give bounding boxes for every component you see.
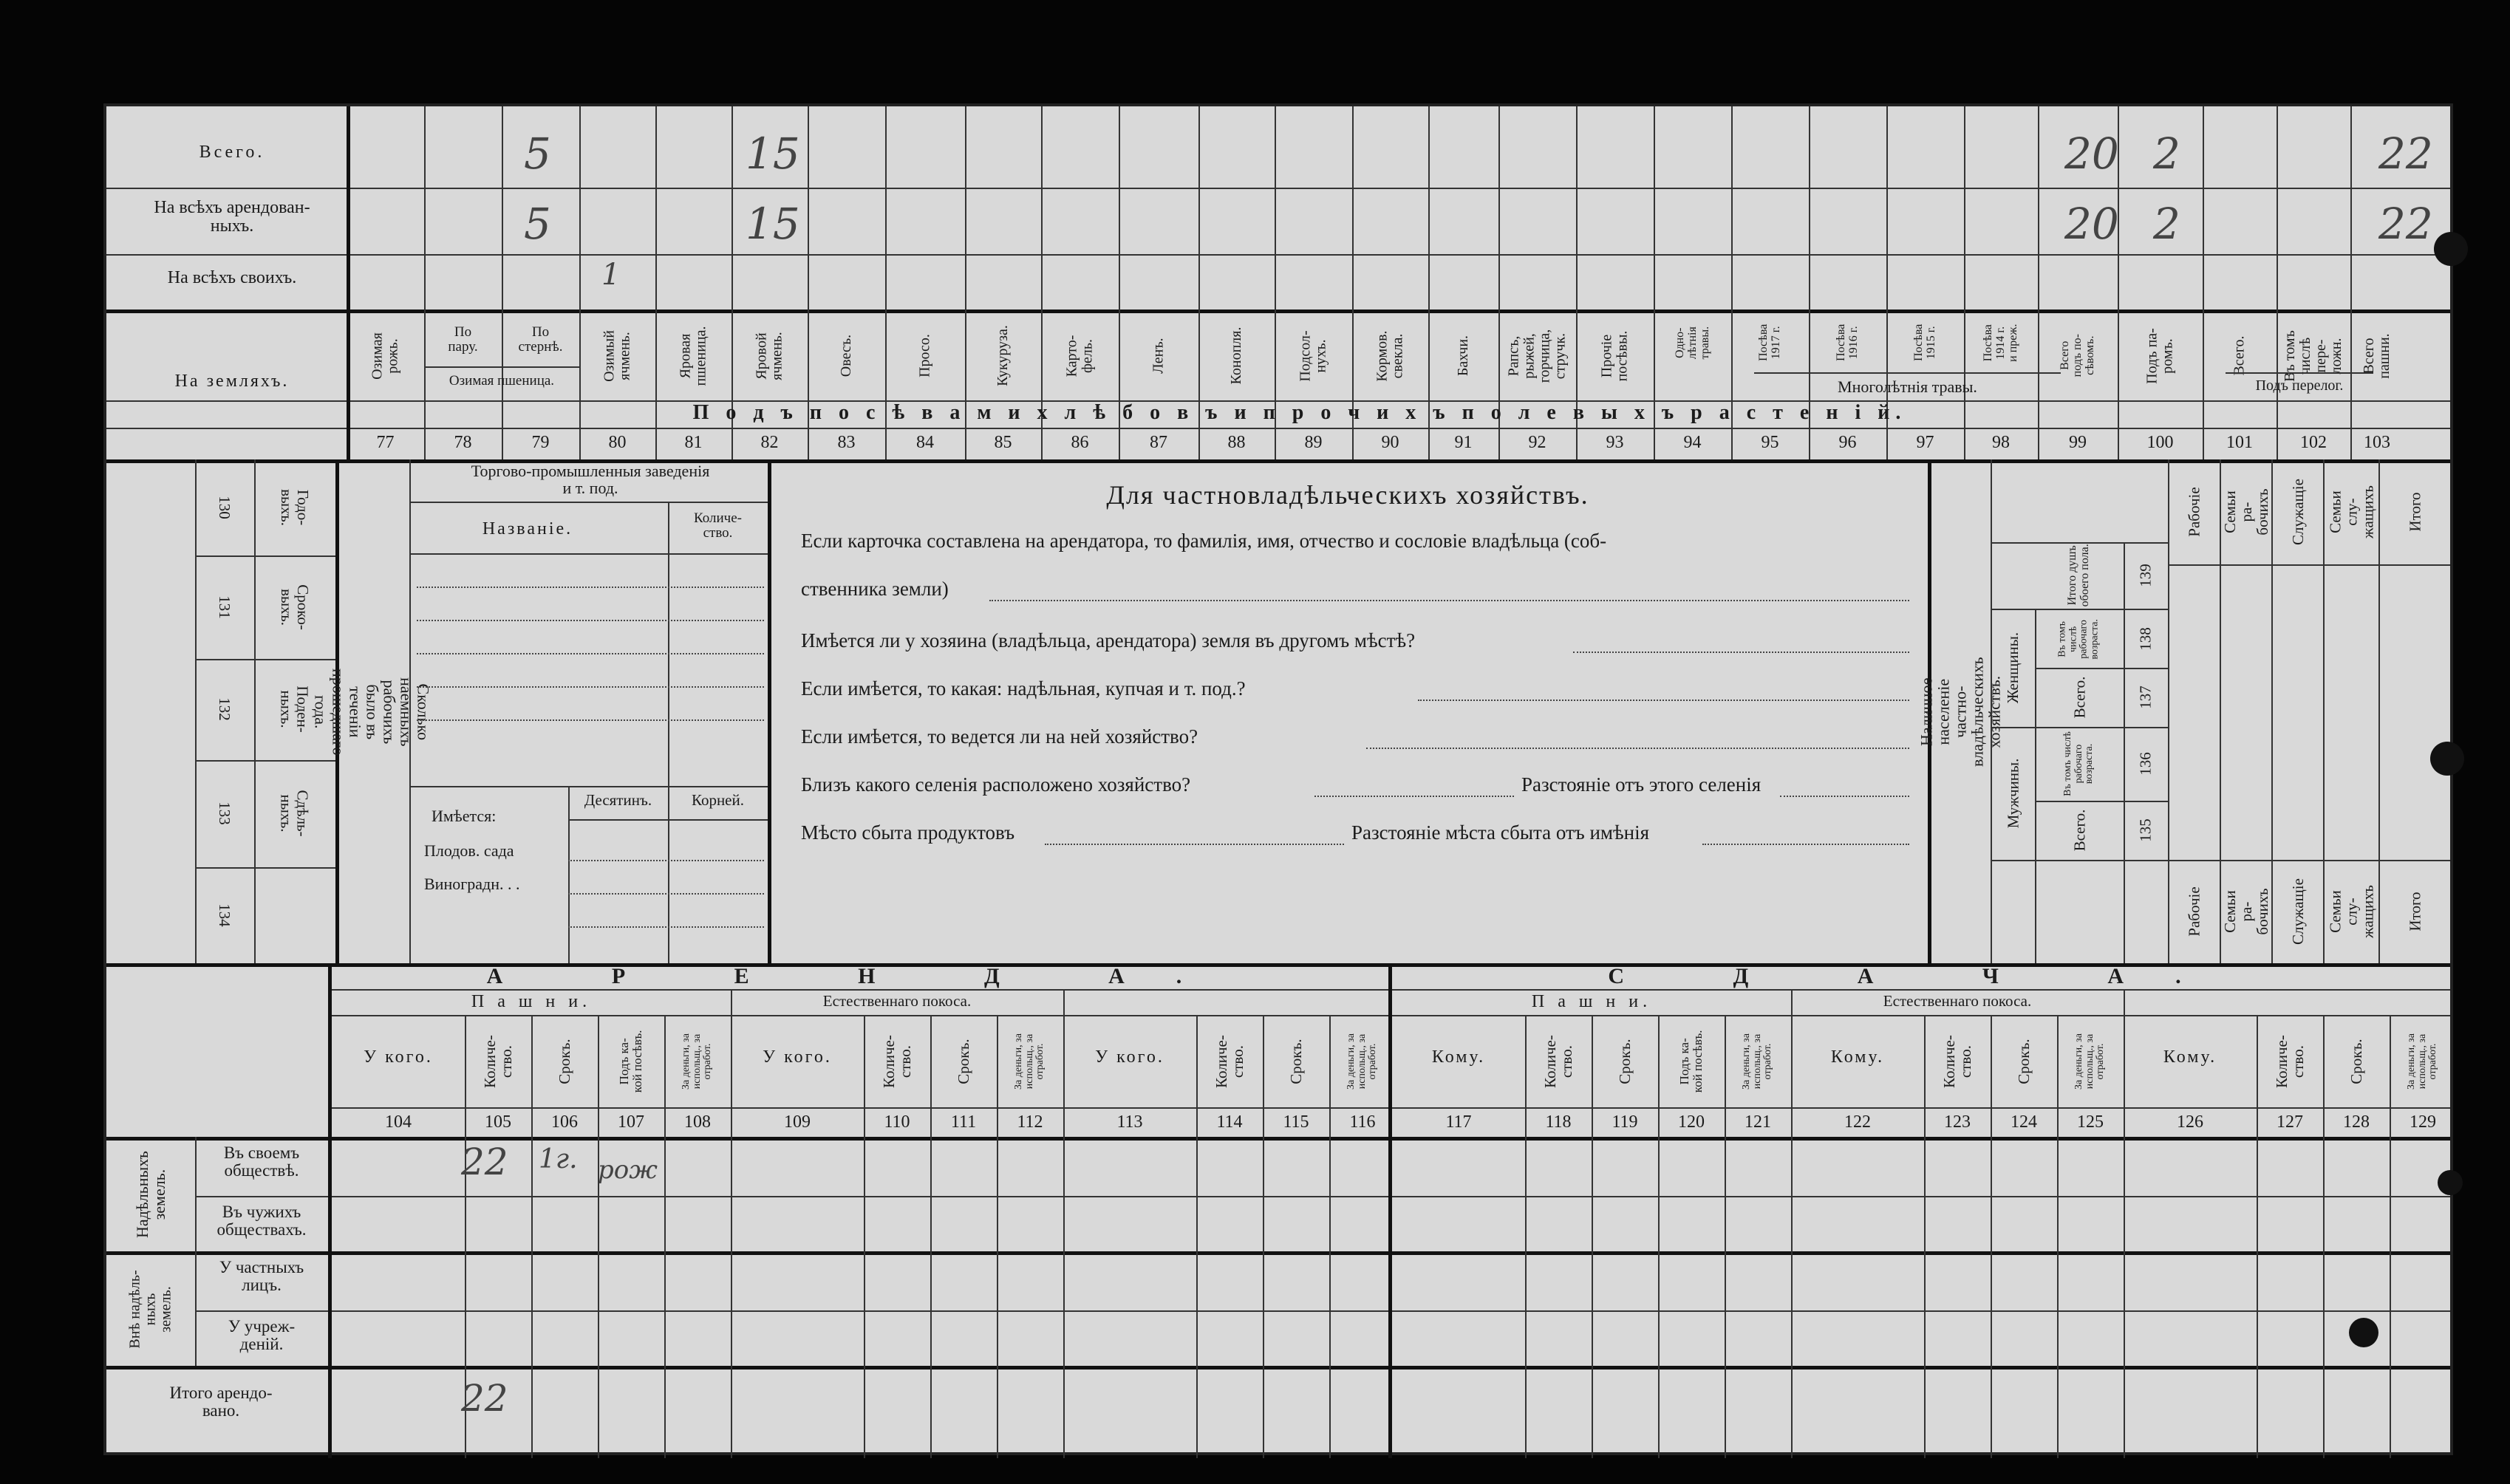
hw-svoem-qty: 22 [461, 1141, 508, 1183]
trade-qty-col: Количе- ство. [694, 510, 742, 541]
arenda-col-num-106: 106 [551, 1112, 578, 1132]
pop-men-working: Въ томъ числѣ рабочаго возраста. [2061, 731, 2095, 796]
sdacha-col-head-117: Кому. [1431, 1047, 1486, 1067]
q2: Имѣется ли у хозяина (владѣльца, арендатора) земля въ другомъ мѣстѣ? [801, 629, 1416, 652]
arenda-pokos: Естественнаго покоса. [822, 992, 972, 1010]
workers-col-5b: Итого [2406, 892, 2424, 931]
sdacha-col-num-122: 122 [1844, 1112, 1871, 1132]
crop-header-87: Ленъ. [1150, 338, 1167, 374]
q5a: Близъ какого селенія расположено хозяйство? [801, 773, 1191, 796]
pop-men-vsego: Всего. [2070, 809, 2088, 852]
arenda-col-num-115: 115 [1283, 1112, 1309, 1132]
crop-num-103: 103 [2364, 433, 2390, 452]
hw-svoem-posev: рож [598, 1155, 658, 1185]
crop-num-91: 91 [1454, 433, 1473, 452]
crop-header-83: Овесъ. [838, 334, 854, 377]
private-estates-box [768, 459, 1928, 963]
hw-vsego-82: 15 [746, 129, 800, 179]
ozim-psh-label: Озимая пшеница. [449, 373, 555, 389]
crop-header-94: Одно- лѣтнія травы. [1673, 326, 1711, 360]
sdacha-col-head-126: Кому. [2163, 1047, 2217, 1067]
sdacha-col-head-128: Срокъ. [2347, 1039, 2365, 1084]
crop-num-81: 81 [684, 433, 703, 452]
hw-vsego-103: 22 [2378, 129, 2433, 179]
crop-num-97: 97 [1916, 433, 1934, 452]
workers-col-5: Итого [2406, 492, 2424, 532]
perelog-label: Подъ перелог. [2255, 377, 2344, 394]
crop-num-77: 77 [376, 433, 395, 452]
crop-num-87: 87 [1150, 433, 1167, 452]
sdacha-col-head-125: За деньги, за испольщ., за отработ. [2073, 1033, 2107, 1090]
crop-header-82: Яровой ячмень. [753, 331, 785, 380]
crop-num-83: 83 [837, 433, 856, 452]
mnogolet-label: Многолѣтнія травы. [1838, 377, 1977, 396]
crop-num-99: 99 [2069, 433, 2087, 452]
arenda-col-num-105: 105 [485, 1112, 511, 1132]
pop-men: Мужчины. [2003, 758, 2022, 829]
arenda-col-head-113: У кого. [1095, 1047, 1164, 1067]
row-chastnyh: У частныхъ лицъ. [219, 1258, 304, 1295]
arenda-col-head-114: Количе- ство. [1212, 1035, 1247, 1088]
crop-header-90: Кормов. свекла. [1374, 329, 1406, 382]
pop-num-136: 136 [2136, 752, 2155, 776]
trade-name-col: Названіе. [482, 519, 573, 538]
crop-header-77: Озимая рожь. [369, 332, 401, 380]
workers-col-3: Служащіе [2288, 479, 2307, 545]
crop-num-98: 98 [1992, 433, 2010, 452]
crop-num-79: 79 [531, 433, 550, 452]
arenda-col-num-113: 113 [1116, 1112, 1143, 1132]
crop-header-95: Посѣва 1917 г. [1756, 324, 1782, 362]
sdacha-pokos: Естественнаго покоса. [1883, 992, 2032, 1010]
trade-title: Торгово-промышленныя заведенія и т. под. [471, 462, 710, 498]
livestock-num-133: 133 [216, 801, 234, 826]
livestock-head-130: Годо- выхъ. [278, 489, 313, 526]
arenda-col-head-110: Количе- ство. [879, 1035, 914, 1088]
crop-num-94: 94 [1683, 433, 1702, 452]
livestock-head-133: Сдѣль- ныхъ. [278, 790, 313, 838]
crops-band-title: П о д ъ п о с ѣ в а м и х л ѣ б о в ъ и п р о ч и х ъ п о л е в ы х ъ р а с т е н і й. [692, 401, 1907, 424]
crop-num-82: 82 [760, 433, 779, 452]
arenda-col-num-109: 109 [784, 1112, 811, 1132]
hw-itogo-qty: 22 [461, 1377, 508, 1420]
crop-header-96: Посѣва 1916 г. [1834, 324, 1860, 362]
hw-arend-103: 22 [2378, 199, 2433, 249]
sdacha-col-num-129: 129 [2410, 1112, 2436, 1132]
q4: Если имѣется, то ведется ли на ней хозяйство? [801, 725, 1198, 748]
sdacha-col-head-124: Срокъ. [2014, 1039, 2033, 1084]
sdacha-col-num-118: 118 [1545, 1112, 1572, 1132]
livestock-num-131: 131 [216, 595, 234, 619]
arenda-pashni: П а ш н и. [471, 992, 592, 1011]
private-box-title: Для частновладѣльческихъ хозяйствъ. [1106, 480, 1589, 510]
sdacha-col-num-128: 128 [2343, 1112, 2370, 1132]
trade-vineyard: Виноградн. . . [424, 875, 520, 893]
crop-header-98: Посѣва 1914 г. и преж. [1981, 324, 2019, 362]
livestock-head-131: Сроко- выхъ. [277, 584, 313, 630]
crop-header-97: Посѣва 1915 г. [1912, 324, 1937, 362]
binding-hole [2349, 1318, 2378, 1347]
sdacha-col-num-124: 124 [2011, 1112, 2037, 1132]
livestock-num-130: 130 [216, 496, 234, 519]
pop-num-135: 135 [2136, 818, 2155, 842]
pop-women-vsego: Всего. [2070, 676, 2088, 719]
crop-header-86: Карто- фель. [1063, 335, 1096, 377]
trade-garden: Плодов. сада [424, 841, 514, 860]
arenda-col-num-112: 112 [1017, 1112, 1043, 1132]
crop-num-92: 92 [1528, 433, 1546, 452]
row-label-zemlyah: На земляхъ. [174, 372, 290, 391]
sdacha-pashni: П а ш н и. [1531, 992, 1652, 1011]
arenda-col-head-112: За деньги, за испольщ., за отработ. [1012, 1033, 1046, 1090]
workers-col-3b: Служащіе [2288, 878, 2307, 945]
crop-header-81: Яровая пшеница. [677, 326, 709, 386]
sdacha-col-num-119: 119 [1612, 1112, 1638, 1132]
crop-num-90: 90 [1381, 433, 1399, 452]
crop-num-84: 84 [916, 433, 934, 452]
sdacha-col-head-121: За деньги, за испольщ., за отработ. [1740, 1033, 1774, 1090]
crop-header-85: Кукуруза. [995, 325, 1011, 386]
crop-header-89: Подсол- нухъ. [1297, 329, 1329, 382]
sdacha-col-num-126: 126 [2177, 1112, 2203, 1132]
sdacha-col-head-118: Количе- ство. [1541, 1035, 1575, 1088]
row-label-svoih: На всѣхъ своихъ. [167, 268, 297, 287]
q5b: Разстояніе отъ этого селенія [1521, 773, 1762, 796]
crop-num-101: 101 [2226, 433, 2253, 452]
arenda-col-num-107: 107 [618, 1112, 644, 1132]
trade-korney: Корней. [691, 791, 744, 809]
sdacha-col-num-121: 121 [1745, 1112, 1771, 1132]
row-itogo: Итого арендо- вано. [169, 1384, 273, 1420]
hw-arend-99: 20 [2064, 199, 2119, 249]
arenda-col-num-104: 104 [385, 1112, 412, 1132]
q1-line1: Если карточка составлена на арендатора, то фамилія, имя, отчество и сословіе владѣльца (соб- [801, 530, 1607, 552]
crop-header-84: Просо. [916, 334, 933, 377]
hw-arend-100: 2 [2153, 199, 2180, 249]
q6a: Мѣсто сбыта продуктовъ [801, 821, 1015, 844]
crop-header-92: Рапсъ, рыжей, горчица, стручк. [1505, 329, 1569, 383]
livestock-num-132: 132 [216, 697, 234, 722]
sdacha-col-num-117: 117 [1445, 1112, 1472, 1132]
crop-num-85: 85 [994, 433, 1012, 452]
crop-num-80: 80 [608, 433, 627, 452]
crop-num-96: 96 [1838, 433, 1857, 452]
sdacha-col-num-120: 120 [1678, 1112, 1705, 1132]
arenda-col-head-108: За деньги, за испольщ., за отработ. [680, 1033, 714, 1090]
livestock-num-134: 134 [216, 903, 234, 927]
arenda-col-head-116: За деньги, за испольщ., за отработ. [1345, 1033, 1379, 1090]
pop-num-138: 138 [2136, 627, 2155, 651]
crop-header-80: Озимый ячмень. [601, 329, 633, 382]
crop-num-95: 95 [1761, 433, 1779, 452]
sdacha-col-head-119: Срокъ. [1615, 1039, 1634, 1084]
arenda-col-head-106: Срокъ. [555, 1039, 573, 1084]
pop-num-137: 137 [2136, 685, 2155, 709]
arenda-col-num-114: 114 [1216, 1112, 1243, 1132]
crop-num-88: 88 [1227, 433, 1246, 452]
arenda-col-num-111: 111 [950, 1112, 977, 1132]
arenda-col-head-109: У кого. [763, 1047, 832, 1067]
binding-hole [2434, 232, 2468, 266]
crop-num-100: 100 [2146, 433, 2174, 452]
pop-num-139: 139 [2136, 564, 2155, 587]
binding-hole [2438, 1170, 2463, 1195]
crop-num-86: 86 [1071, 433, 1089, 452]
sdacha-col-head-129: За деньги, за испольщ., за отработ. [2405, 1033, 2439, 1090]
hw-vsego-99: 20 [2064, 129, 2119, 179]
crop-header-99: Всего подъ по- сѣвомъ. [2058, 334, 2096, 377]
trade-has: Имѣется: [432, 807, 497, 825]
q3: Если имѣется, то какая: надѣльная, купчая и т. под.? [801, 677, 1246, 700]
crop-header-88: Конопля. [1228, 326, 1244, 385]
hired-workers-label: Сколько наемныхъ рабочихъ было въ теченіи прошедшаго года. [312, 669, 433, 756]
workers-col-4b: Семьи слу- жащихъ [2326, 885, 2377, 938]
hw-vsego-100: 2 [2153, 129, 2180, 179]
row-uchrezhd: У учреж- деній. [228, 1317, 296, 1354]
workers-col-4: Семьи слу- жащихъ [2326, 485, 2377, 538]
row-svoem: Въ своемъ обществѣ. [223, 1143, 300, 1180]
workers-col-1: Рабочіе [2185, 487, 2203, 537]
crop-header-93: Прочіе посѣвы. [1598, 330, 1631, 381]
crop-header-79: По стернѣ. [518, 324, 563, 355]
workers-col-1b: Рабочіе [2185, 886, 2203, 937]
workers-col-2: Семьи ра- бочихъ [2220, 488, 2272, 536]
binding-hole [2430, 742, 2464, 776]
sdacha-col-head-122: Кому. [1830, 1047, 1885, 1067]
crop-num-89: 89 [1304, 433, 1323, 452]
crop-header-91: Бахчи. [1455, 335, 1471, 377]
crop-header-102: Въ томъ числѣ пере- ложн. [2282, 329, 2344, 382]
row-label-vsego: Всего. [199, 143, 265, 162]
pop-women-working: Въ томъ числѣ рабочаго возраста. [2056, 618, 2101, 660]
arenda-col-num-108: 108 [684, 1112, 711, 1132]
hw-vsego-80: 5 [524, 129, 551, 179]
crop-header-103: Всего пашни. [2361, 332, 2393, 379]
nadel-label: Надѣльныхъ земель. [132, 1151, 168, 1238]
sdacha-col-num-123: 123 [1944, 1112, 1971, 1132]
hw-arend-80: 5 [524, 199, 551, 249]
trade-desyatin: Десятинъ. [584, 791, 652, 809]
pop-itogo: Итого душъ обоего пола. [2066, 544, 2091, 607]
arenda-col-num-110: 110 [884, 1112, 910, 1132]
arenda-col-head-107: Подъ ка- кой посѣвъ. [617, 1030, 644, 1093]
row-chuzhih: Въ чужихъ обществахъ. [216, 1203, 307, 1239]
hw-arend-82: 15 [746, 199, 800, 249]
sdacha-title: С Д А Ч А. [1608, 964, 2233, 988]
arenda-col-num-116: 116 [1349, 1112, 1376, 1132]
arenda-col-head-104: У кого. [364, 1047, 433, 1067]
sdacha-col-head-120: Подъ ка- кой посѣвъ. [1677, 1030, 1705, 1093]
pop-women: Женщины. [2003, 632, 2022, 704]
arenda-col-head-115: Срокъ. [1286, 1039, 1305, 1084]
arenda-col-head-105: Количе- ство. [480, 1035, 515, 1088]
crop-num-93: 93 [1606, 433, 1624, 452]
census-card [103, 103, 2453, 1455]
sdacha-col-head-123: Количе- ство. [1940, 1035, 1974, 1088]
crop-num-102: 102 [2300, 433, 2327, 452]
workers-col-2b: Семьи ра- бочихъ [2220, 888, 2272, 935]
q1-line2: ственника земли) [801, 578, 949, 600]
sdacha-col-head-127: Количе- ство. [2272, 1035, 2307, 1088]
arenda-col-head-111: Срокъ. [954, 1039, 972, 1084]
hw-svoem-srok: 1г. [539, 1144, 578, 1174]
q6b: Разстояніе мѣста сбыта отъ имѣнія [1351, 821, 1650, 844]
population-label: Наличное населеніе частно-владѣльческихъ хозяйствъ. [1917, 657, 2004, 767]
crop-header-78: По пару. [448, 324, 478, 355]
sdacha-col-num-127: 127 [2277, 1112, 2303, 1132]
crop-header-100: Подъ па- ромъ. [2144, 327, 2176, 384]
sdacha-col-num-125: 125 [2077, 1112, 2104, 1132]
hw-svoih-81: 1 [601, 258, 621, 292]
vne-nadel-label: Внѣ надѣль- ныхъ земель. [126, 1269, 174, 1349]
livestock-head-132: Поден- ныхъ. [278, 685, 313, 734]
row-label-arend: На всѣхъ арендован- ныхъ. [154, 198, 310, 236]
crop-header-101: Всего. [2231, 335, 2248, 376]
crop-num-78: 78 [454, 433, 472, 452]
arenda-title: А Р Е Н Д А. [486, 964, 1234, 988]
